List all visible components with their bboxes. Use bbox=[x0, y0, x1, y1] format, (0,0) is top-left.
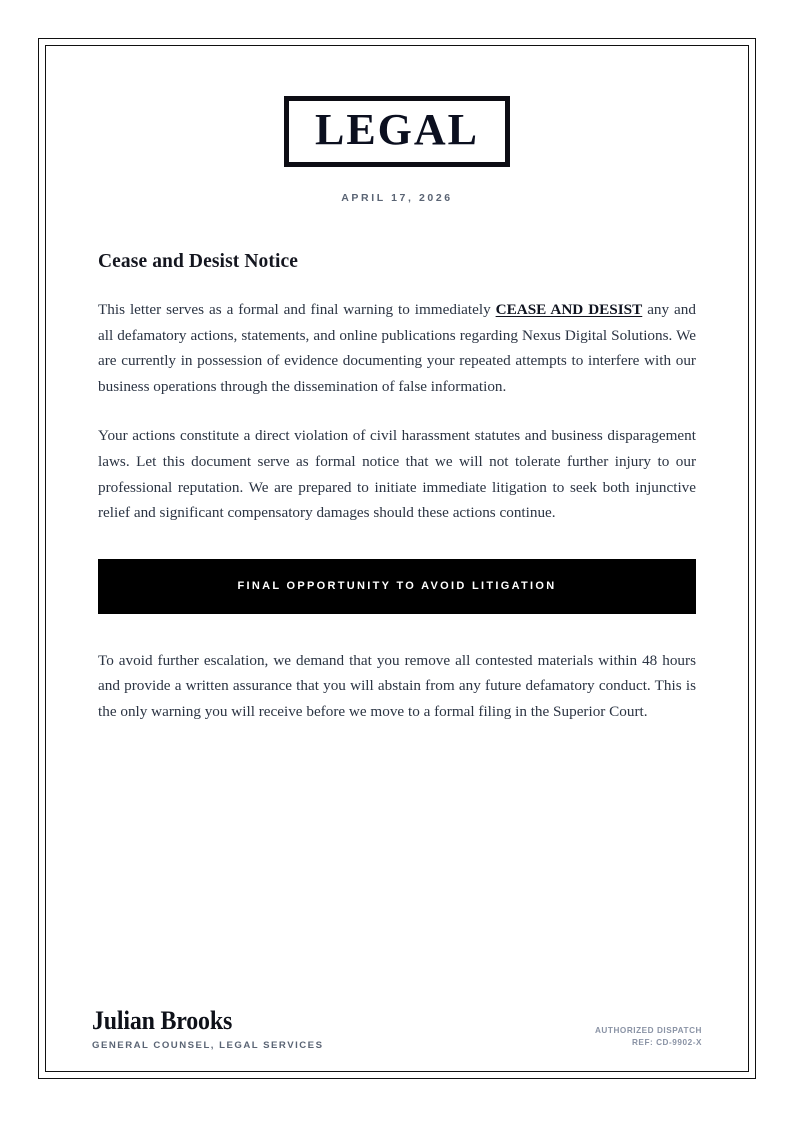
document-inner-frame bbox=[45, 45, 749, 1072]
masthead bbox=[92, 96, 702, 204]
callout-banner-text: FINAL OPPORTUNITY TO AVOID LITIGATION bbox=[237, 580, 557, 593]
dispatch-meta bbox=[595, 1025, 702, 1051]
document-content bbox=[46, 46, 748, 1071]
signer-name: Julian Brooks bbox=[92, 1005, 233, 1035]
document-page-frame bbox=[38, 38, 756, 1079]
dispatch-reference: REF: CD-9902-X bbox=[631, 1038, 702, 1047]
document-date: APRIL 17, 2026 bbox=[341, 192, 453, 204]
cease-and-desist-emphasis: CEASE AND DESIST bbox=[495, 301, 643, 318]
notice-title: Cease and Desist Notice bbox=[98, 251, 298, 272]
paragraph-1 bbox=[98, 297, 696, 399]
dispatch-label: AUTHORIZED DISPATCH bbox=[594, 1026, 702, 1035]
paragraph-2: Your actions constitute a direct violation of civil harassment statutes and business disparagement laws. Let this document serve as formal notice that we will not tolerate further injury to our professional reputation. We are prepared to initiate immediate litigation to seek both injunctive relief and significant compensatory damages should these actions continue. bbox=[98, 427, 696, 522]
paragraph-1-tail: any and all defamatory actions, statements, and online publications regarding Nexus Digital Solutions. We are currently in possession of evidence documenting your repeated attempts to interfere with our business operations through the dissemination of false information. bbox=[98, 301, 696, 395]
brand-title: LEGAL bbox=[314, 105, 480, 154]
signer-role: GENERAL COUNSEL, LEGAL SERVICES bbox=[92, 1040, 324, 1051]
body-block bbox=[92, 251, 702, 526]
paragraph-3: To avoid further escalation, we demand that you remove all contested materials within 48 hours and provide a written assurance that you will abstain from any future defamatory conduct. This is the only warning you will receive before we move to a formal filing in the Superior Court. bbox=[98, 651, 696, 720]
signature-block bbox=[92, 1007, 323, 1051]
brand-title-box bbox=[284, 96, 510, 167]
paragraph-1-lead: This letter serves as a formal and final warning to immediately bbox=[98, 301, 496, 318]
callout-banner bbox=[98, 559, 696, 614]
document-footer bbox=[92, 1007, 702, 1051]
body-block-closing bbox=[92, 648, 702, 725]
